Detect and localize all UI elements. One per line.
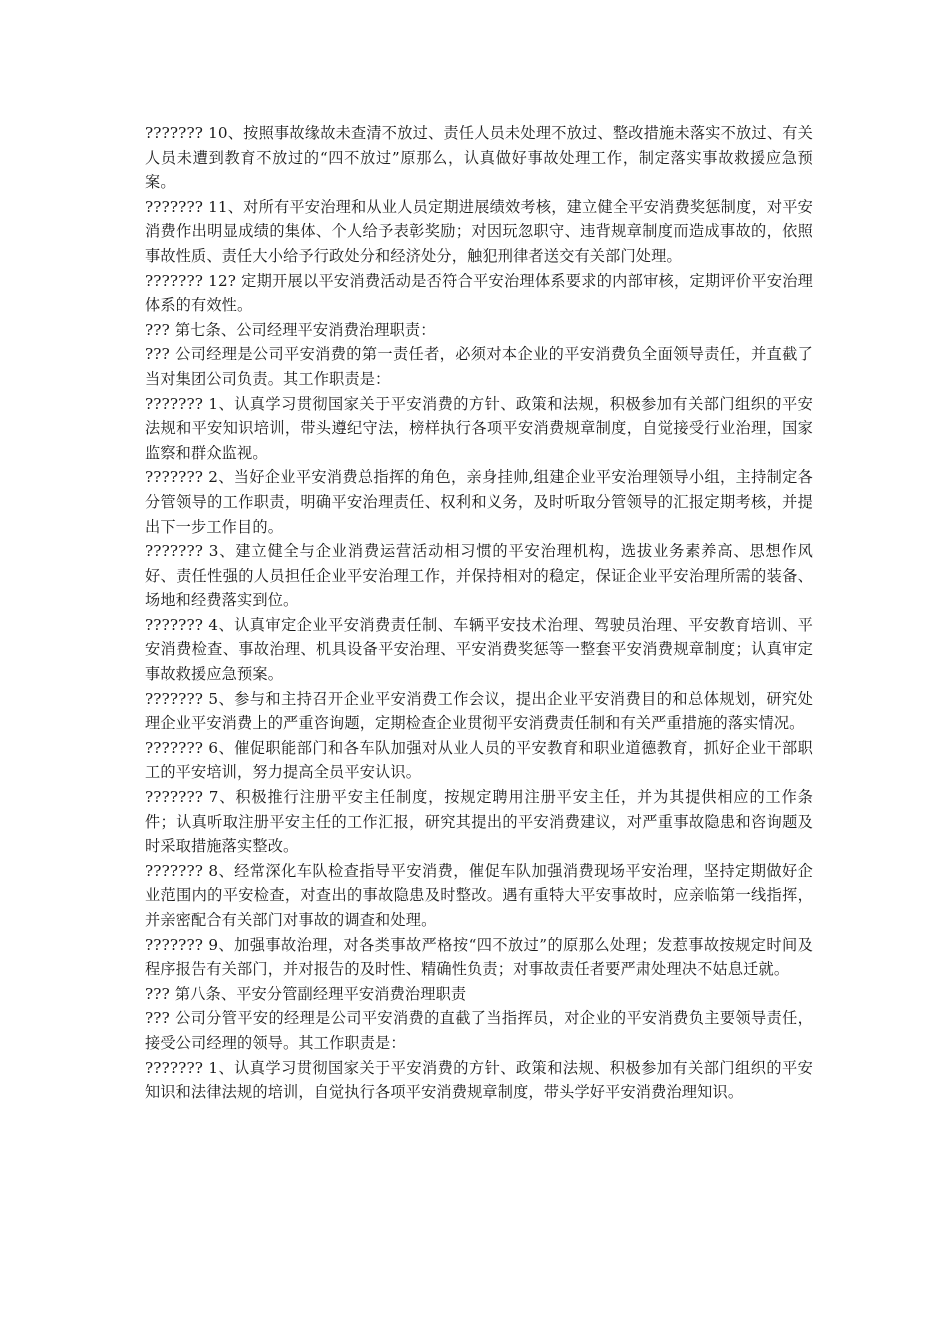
paragraph-manager-duty-4: ??????? 4、认真审定企业平安消费责任制、车辆平安技术治理、驾驶员治理、平安教育培训、平安消费检查、事故治理、机具设备平安治理、平安消费奖惩等一整套平安消费规章制度；认真审定事故救援应急预案。 <box>145 615 813 684</box>
paragraph-manager-duty-5: ??????? 5、参与和主持召开企业平安消费工作会议，提出企业平安消费目的和总体规划，研究处理企业平安消费上的严重咨询题，定期检查企业贯彻平安消费责任制和有关严重措施的落实情况。 <box>145 689 813 733</box>
paragraph-deputy-duty-1: ??????? 1、认真学习贯彻国家关于平安消费的方针、政策和法规、积极参加有关部门组织的平安知识和法律法规的培训，自觉执行各项平安消费规章制度，带头学好平安消费治理知识。 <box>145 1058 813 1102</box>
paragraph-deputy-intro: ??? 公司分管平安的经理是公司平安消费的直截了当指挥员，对企业的平安消费负主要领导责任，接受公司经理的领导。其工作职责是： <box>145 1009 813 1052</box>
paragraph-manager-duty-3: ??????? 3、建立健全与企业消费运营活动相习惯的平安治理机构，选拔业务素养高、思想作风好、责任性强的人员担任企业平安治理工作，并保持相对的稳定，保证企业平安治理所需的装备、场地和经费落实到位。 <box>145 542 813 610</box>
paragraph-manager-duty-9: ??????? 9、加强事故治理，对各类事故严格按“四不放过”的原那么处理；发惹事故按规定时间及程序报告有关部门，并对报告的及时性、精确性负责；对事故责任者要严肃处理决不姑息迁就。 <box>145 935 813 979</box>
section-heading-article-8: ??? 第八条、平安分管副经理平安消费治理职责 <box>145 984 467 1003</box>
paragraph-clause-12: ??????? 12? 定期开展以平安消费活动是否符合平安治理体系要求的内部审核，定期评价平安治理体系的有效性。 <box>145 271 813 315</box>
paragraph-clause-11: ??????? 11、对所有平安治理和从业人员定期进展绩效考核，建立健全平安消费奖惩制度，对平安消费作出明显成绩的集体、个人给予表彰奖励；对因玩忽职守、违背规章制度而造成事故的，依照事故性质、责任大小给予行政处分和经济处分，触犯刑律者送交有关部门处理。 <box>145 197 813 265</box>
paragraph-manager-duty-1: ??????? 1、认真学习贯彻国家关于平安消费的方针、政策和法规，积极参加有关部门组织的平安法规和平安知识培训，带头遵纪守法，榜样执行各项平安消费规章制度，自觉接受行业治理，国家监察和群众监视。 <box>145 394 813 462</box>
paragraph-manager-duty-2: ??????? 2、当好企业平安消费总指挥的角色，亲身挂帅,组建企业平安治理领导小组，主持制定各分管领导的工作职责，明确平安治理责任、权利和义务，及时听取分管领导的汇报定期考核，并提出下一步工作目的。 <box>145 468 813 536</box>
paragraph-manager-duty-7: ??????? 7、积极推行注册平安主任制度，按规定聘用注册平安主任，并为其提供相应的工作条件；认真听取注册平安主任的工作汇报，研究其提出的平安消费建议，对严重事故隐患和咨询题及时采取措施落实整改。 <box>145 788 813 856</box>
paragraph-manager-duty-6: ??????? 6、催促职能部门和各车队加强对从业人员的平安教育和职业道德教育，抓好企业干部职工的平安培训，努力提高全员平安认识。 <box>145 738 813 782</box>
document-body <box>145 121 813 1105</box>
paragraph-manager-duty-8: ??????? 8、经常深化车队检查指导平安消费，催促车队加强消费现场平安治理，坚持定期做好企业范围内的平安检查，对查出的事故隐患及时整改。遇有重特大平安事故时，应亲临第一线指挥，并亲密配合有关部门对事故的调查和处理。 <box>145 861 813 929</box>
paragraph-clause-10: ??????? 10、按照事故缘故未查清不放过、责任人员未处理不放过、整改措施未落实不放过、有关人员未遭到教育不放过的“四不放过”原那么，认真做好事故处理工作，制定落实事故救援应急预案。 <box>145 124 813 192</box>
paragraph-manager-intro: ??? 公司经理是公司平安消费的第一责任者，必须对本企业的平安消费负全面领导责任，并直截了当对集团公司负责。其工作职责是： <box>145 345 813 388</box>
section-heading-article-7: ??? 第七条、公司经理平安消费治理职责： <box>145 320 436 339</box>
